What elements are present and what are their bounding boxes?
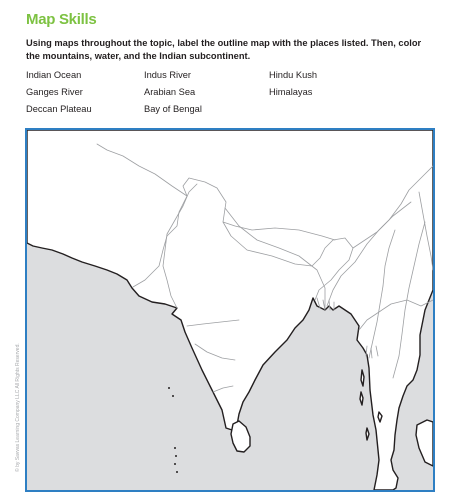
term-hindu-kush: Hindu Kush <box>269 70 318 80</box>
term-himalayas: Himalayas <box>269 87 313 97</box>
lakshadweep-island <box>168 387 170 389</box>
lakshadweep-island <box>172 395 174 397</box>
term-indus-river: Indus River <box>144 70 192 80</box>
maldives-island <box>174 447 176 449</box>
term-deccan-plateau: Deccan Plateau <box>26 104 92 114</box>
term-arabian-sea: Arabian Sea <box>144 87 196 97</box>
term-bay-of-bengal: Bay of Bengal <box>144 104 202 114</box>
place-term-list <box>26 70 446 118</box>
outline-map[interactable] <box>25 128 435 492</box>
term-ganges-river: Ganges River <box>26 87 83 97</box>
maldives-island <box>176 471 178 473</box>
instructions-text: Using maps throughout the topic, label the outline map with the places listed. Then, color the mountains, water, and the Indian subcontinent. <box>26 38 422 61</box>
copyright-notice: © by Savvas Learning Company LLC All Rights Reserved. <box>15 343 21 472</box>
maldives-island <box>174 463 176 465</box>
term-indian-ocean: Indian Ocean <box>26 70 82 80</box>
section-title: Map Skills <box>26 11 97 28</box>
maldives-island <box>175 455 177 457</box>
outline-map-svg <box>27 130 433 490</box>
